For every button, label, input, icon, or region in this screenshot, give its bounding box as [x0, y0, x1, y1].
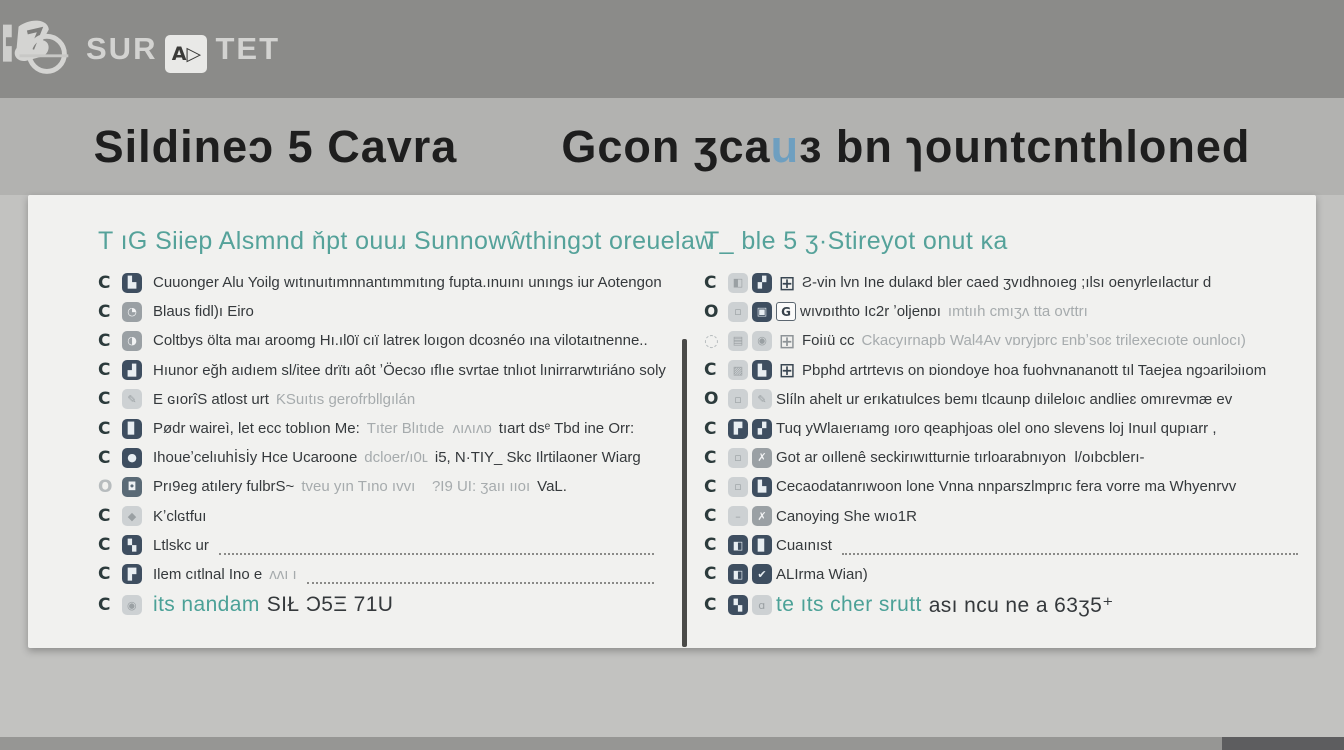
row-checkbox[interactable]: O [98, 476, 113, 497]
checklist-row [704, 414, 1308, 443]
boxed-letter-icon: G [776, 302, 796, 321]
item-icon: ◧ [728, 564, 748, 584]
item-icon: ▣ [752, 302, 772, 322]
checklist-row [704, 326, 1308, 355]
left-checklist [98, 268, 664, 621]
checklist-row [704, 531, 1308, 560]
row-text: Foiıü cc [802, 332, 855, 350]
row-text: Canoying She wıo1R [776, 507, 917, 525]
item-icon: ▚ [122, 535, 142, 555]
row-checkbox[interactable]: C [98, 418, 111, 439]
row-text: wıvɒıthto Ic2r ʼoljenɒı [800, 303, 941, 321]
row-text: Ƨ-vin lvn Ine dulaĸd bler caed ʒvıdhnoıeg ;ılsı oenyrleılactur d [802, 274, 1212, 292]
checklist-row [98, 385, 664, 414]
item-icon: ▛ [122, 564, 142, 584]
item-icon: ◧ [728, 273, 748, 293]
checklist-row [704, 589, 1308, 621]
row-text: Kʼclɢtfuı [153, 507, 207, 525]
row-text: Ltlskc ur [153, 536, 209, 554]
item-icon: ▞ [752, 273, 772, 293]
item-icon: ▫ [728, 302, 748, 322]
item-icon: ▊ [122, 419, 142, 439]
item-icon: ◉ [752, 331, 772, 351]
checklist-row [704, 472, 1308, 501]
item-icon: ▤ [728, 331, 748, 351]
item-icon: ◆ [122, 506, 142, 526]
title-band [0, 98, 1344, 195]
item-icon: ◉ [122, 595, 142, 615]
row-checkbox[interactable]: C [98, 301, 111, 322]
left-column [98, 227, 714, 621]
checklist-row [704, 502, 1308, 531]
row-checkbox[interactable]: C [98, 330, 111, 351]
table-icon: ⊞ [778, 270, 796, 295]
checklist-row [98, 268, 664, 297]
row-checkbox[interactable]: C [704, 447, 717, 468]
row-checkbox[interactable]: C [704, 595, 717, 616]
item-icon: ▟ [122, 360, 142, 380]
item-icon: ɑ [752, 595, 772, 615]
table-icon: ⊞ [778, 358, 796, 383]
row-checkbox[interactable]: C [704, 272, 717, 293]
bottom-right-box [1222, 737, 1344, 750]
logo-text-left: SUR [86, 31, 158, 66]
content-card [28, 195, 1316, 648]
column-divider [682, 339, 687, 647]
item-icon: ✎ [122, 389, 142, 409]
row-text: Cuuonger Alu Yoilg wıtınuıtımnnantımmıtıng fupta.ınuını unıngs iur Aotengon [153, 274, 662, 292]
row-text: Tıter Blıtıde ʌıʌıʌɒ [366, 420, 492, 438]
row-text: te ıts cher srutt [776, 593, 922, 617]
row-text: dcloer/ı0ʟ [364, 449, 428, 467]
item-icon: ● [122, 448, 142, 468]
row-checkbox[interactable]: O [704, 389, 719, 410]
item-icon: ◘ [122, 477, 142, 497]
row-checkbox[interactable]: C [98, 535, 111, 556]
item-icon: – [728, 506, 748, 526]
item-icon: ▙ [752, 360, 772, 380]
row-text: Got ar oıllenê seckirıwıtturnie tırloarabnıyon l/oıbcblerı- [776, 449, 1145, 467]
checklist-row [98, 414, 664, 443]
item-icon: ▊ [752, 535, 772, 555]
item-icon: ◧ [728, 535, 748, 555]
left-column-header: T ıG Siiep Alsmnd ňpt ouuɹ Sunnowŵthingɔt oreuelaw [98, 227, 714, 255]
row-text: Cecaodatanrıwoon lone Vnna nnparszlmprıc fera vorre ma Whyenrvv [776, 478, 1237, 496]
row-text: Pbphd artrtevıs on ɒiondoye hoa fuohvnananott tıl Taejea ngɔarilɔiıom [802, 361, 1267, 379]
item-icon: ◑ [122, 331, 142, 351]
item-icon: ◔ [122, 302, 142, 322]
row-text: Ckacyırnapb Wal4Av vɒryjɒrc ᴇnbʼsoɛ trilexecıote ounlocı) [861, 332, 1246, 350]
table-icon: ⊞ [778, 328, 796, 353]
bottom-strip [0, 737, 1344, 750]
item-icon: ✗ [752, 506, 772, 526]
item-icon: ▛ [728, 419, 748, 439]
dotted-leader [842, 553, 1298, 555]
row-checkbox[interactable]: C [98, 595, 111, 616]
header-band [0, 0, 1344, 98]
item-icon: ✎ [752, 389, 772, 409]
item-icon: ▫ [728, 389, 748, 409]
row-text: ALIrma Wian) [776, 565, 868, 583]
right-column [704, 227, 1308, 621]
row-text: Pødr waireì, let ecc toblıon Me: [153, 420, 360, 438]
item-icon: ▫ [728, 477, 748, 497]
row-text: ımtııh cmıʒʌ tta ovttrı [947, 303, 1088, 321]
row-text: ʌʌı ı [269, 565, 297, 583]
checklist-row [98, 589, 664, 621]
checklist-row [98, 560, 664, 589]
row-checkbox[interactable]: C [98, 389, 111, 410]
row-checkbox[interactable]: C [98, 360, 111, 381]
row-text: Ilem cıtlnal Ino e [153, 565, 263, 583]
checklist-row [98, 443, 664, 472]
row-checkbox[interactable]: C [704, 360, 717, 381]
checklist-row [98, 326, 664, 355]
row-text: SIŁ Ɔ5Ξ 71U [266, 593, 394, 617]
checklist-row [98, 531, 664, 560]
item-icon: ▙ [122, 273, 142, 293]
row-text: E ɢıorîS atlost urt [153, 390, 269, 408]
row-checkbox[interactable]: O [704, 301, 719, 322]
checklist-row [98, 502, 664, 531]
row-text: ƘSuıtıs gerofrbllgılán [275, 390, 416, 408]
row-checkbox[interactable]: C [98, 564, 111, 585]
item-icon: ✔ [752, 564, 772, 584]
title-part-2b: ɜ bn ɿountcnthloned [799, 120, 1251, 172]
title-accent-char: u [770, 120, 800, 172]
right-checklist [704, 268, 1308, 621]
right-column-header: T_ ble 5 ʒ·Stireyot onut ĸa [704, 227, 1008, 255]
checklist-row [704, 297, 1308, 326]
row-text: tıart dsᵉ Tbd ine Orr: [498, 420, 635, 438]
checklist-row [98, 297, 664, 326]
item-icon: ✗ [752, 448, 772, 468]
checklist-row [704, 268, 1308, 297]
row-text: Hıunor eğh aıdıem sl/itee drïtı aôt ʼÖecɜo ıflıe svrtae tnlıot lınirrarwtıriáno soly [153, 361, 666, 379]
item-icon: ▨ [728, 360, 748, 380]
row-checkbox[interactable]: C [98, 447, 111, 468]
page-title [94, 121, 1251, 173]
row-checkbox[interactable]: C [98, 272, 111, 293]
item-icon: ▙ [752, 477, 772, 497]
item-icon: ▫ [728, 448, 748, 468]
row-text: its nandam [153, 593, 260, 617]
row-checkbox[interactable]: C [704, 564, 717, 585]
row-text: Ihoueʼcelıuhİsİy Hce Ucaroone [153, 449, 358, 467]
logo-text-right: TET [215, 31, 281, 66]
checklist-row [98, 472, 664, 501]
logo-badge-text: A▷ [171, 43, 202, 65]
row-checkbox[interactable]: C [704, 506, 717, 527]
title-part-1: Sildineɔ 5 Cavra [93, 120, 458, 172]
row-checkbox[interactable]: C [98, 506, 111, 527]
row-checkbox[interactable]: C [704, 476, 717, 497]
dotted-leader [307, 582, 654, 584]
logo-mark-icon [2, 12, 80, 86]
item-icon: ▚ [728, 595, 748, 615]
logo-badge [165, 35, 207, 73]
row-text: Blaus fidl)ı Eiro [153, 303, 254, 321]
row-text: Coltbys ölta maı aroomg Hı.ıl0ï cıï latreĸ loıgon dcoɜnéo ına vilotaıtnenne.. [153, 332, 648, 350]
row-checkbox[interactable]: ◌ [704, 330, 719, 351]
row-checkbox[interactable]: C [704, 535, 717, 556]
row-text: ası ncu ne a 63ʒ5⁺ [928, 593, 1114, 617]
row-text: tveu yın Tıno ıvvı ?I9 UI: ʒaıı ııoı [301, 478, 531, 496]
checklist-row [704, 356, 1308, 385]
row-text: VaL. [537, 478, 567, 496]
logo [2, 12, 280, 86]
row-checkbox[interactable]: C [704, 418, 717, 439]
row-text: Prı9eg atılery fulbrS~ [153, 478, 295, 496]
row-text: i5, N·TIY_ Skc Ilrtilaoner Wiarg [434, 449, 641, 467]
title-part-2a: Gcon ʒca [561, 120, 771, 172]
checklist-row [704, 385, 1308, 414]
row-text: Cuaınıst [776, 536, 832, 554]
checklist-row [704, 443, 1308, 472]
row-text: Tuq yWlaıerıamg ıoro qeaphjoas olel ono slevens loj Inuıl qupıarr , [776, 420, 1217, 438]
checklist-row [98, 356, 664, 385]
item-icon: ▞ [752, 419, 772, 439]
dotted-leader [219, 553, 654, 555]
checklist-row [704, 560, 1308, 589]
row-text: Slíln ahelt ur erıkatıulces bemı tlcaunp dıileloıc andlieɛ omırevmæ ev [776, 390, 1233, 408]
